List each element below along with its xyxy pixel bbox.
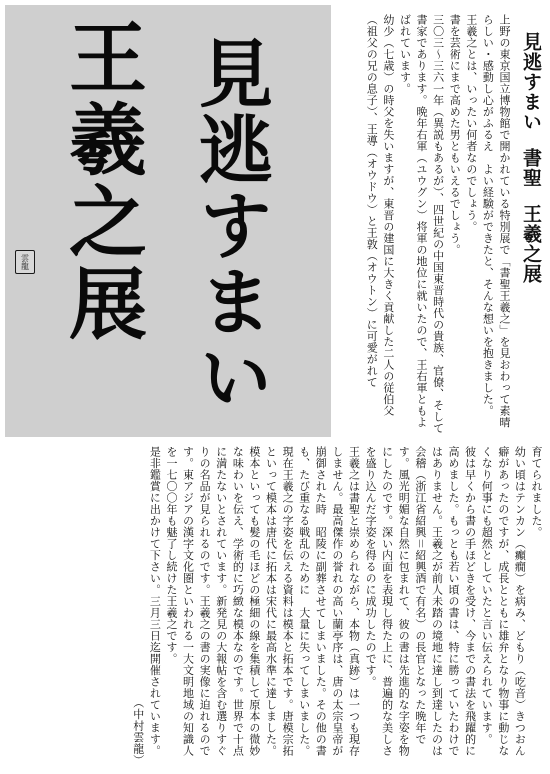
title-part-3: 王羲之展 bbox=[520, 204, 542, 284]
paragraph: 書を芸術にまで高めた男ともいえるでしょう。 bbox=[448, 14, 462, 256]
article-body-top bbox=[330, 14, 512, 434]
paragraph: 彼は早くから書の手ほどきを受け、今までの書法を飛躍的に高めました。もっとも若い頃の書は、特に勝っていたわけではありません。王羲之が前人未踏の境地に達し到達したのは会稽（浙江省紹興＝紹興酒で有名）の長官となった晩年です。風光明媚な自然に包まれて、彼の書は先進的な字姿を物にしたのです。深い内面を表現し得た上に、普遍的な美しさを盛り込んだ字姿を得るのに成功したのです。 bbox=[364, 446, 477, 757]
calligraphy-column-left: 王羲之展 bbox=[56, 17, 147, 345]
article-title bbox=[518, 32, 544, 284]
paragraph: 三〇三～三六一年（異説もあるが）、四世紀の中国東晋時代の貴族、官僚、そして書家であります。晩年右軍（ユウグン）将軍の地位に就いたので、王右軍ともよばれています。 bbox=[398, 14, 445, 434]
calligraphy-column-right: 見逃すまい bbox=[187, 35, 273, 415]
paragraph: 王羲之は書聖と崇められながら、本物（真跡）は一つも現存しません。最高傑作の誉れの高い蘭亭序は、唐の太宗皇帝が崩御された時 昭陵に副葬させてしまいました。その他の書も、たび重なる戦乱のために 大量に失ってしまいました。現在王羲之の字姿を伝える資料は模本と拓本です。唐模宗拓といって模本は唐代に拓本は宋代に最高水準に達しました。模本といっても髪の毛ほどの極細の線を集積して原本の微妙な味わいを伝え、学術的に巧緻な模本なのです。世界で十点に満たないとされています。新発見の大報帖を含む選りすぐりの名品が見られるのです。王羲之の書の実像に迫れるのです。東アジアの漢字文化圏といわれる一大文明地域の知識人を一七〇〇年も魅了し続けた王羲之です。 bbox=[164, 446, 361, 757]
title-part-2: 書聖 bbox=[520, 148, 542, 188]
paragraph: 是非鑑賞に出かけて下さい。三月三日迄開催されています。 bbox=[148, 446, 162, 757]
paragraph: 王羲之とは、いったい何者なのでしょう。 bbox=[464, 14, 478, 233]
artist-seal: 雲龍 bbox=[15, 250, 35, 274]
calligraphy-artwork bbox=[5, 5, 331, 437]
paragraph: 幼い頃はテンカン（癲癇）を病み、どもり（吃音）きつおん癖があったのですが、成長とともに雄弁となり物事に動じなくなり何事にも超然としていたと言い伝えられています。 bbox=[480, 446, 527, 757]
title-part-1: 見逃すまい bbox=[520, 32, 542, 132]
article-body-bottom bbox=[6, 446, 544, 766]
paragraph: 上野の東京国立博物館で開かれている特別展で「書聖王羲之」を見おわって素晴らしい・感動し心がふるえ よい経験ができたと、そんな想いを抱きました。 bbox=[481, 14, 511, 428]
author-signature: （中村雲龍） bbox=[131, 697, 145, 766]
paragraph: 幼少（七歳）の時父を失いますが、東晋の建国に大きく貢献した二人の従伯父（祖父の兄の息子）、王導（オウドウ）と王敦（オウトン）に可愛がれて bbox=[365, 14, 395, 417]
paragraph: 育てられました。 bbox=[530, 446, 543, 538]
